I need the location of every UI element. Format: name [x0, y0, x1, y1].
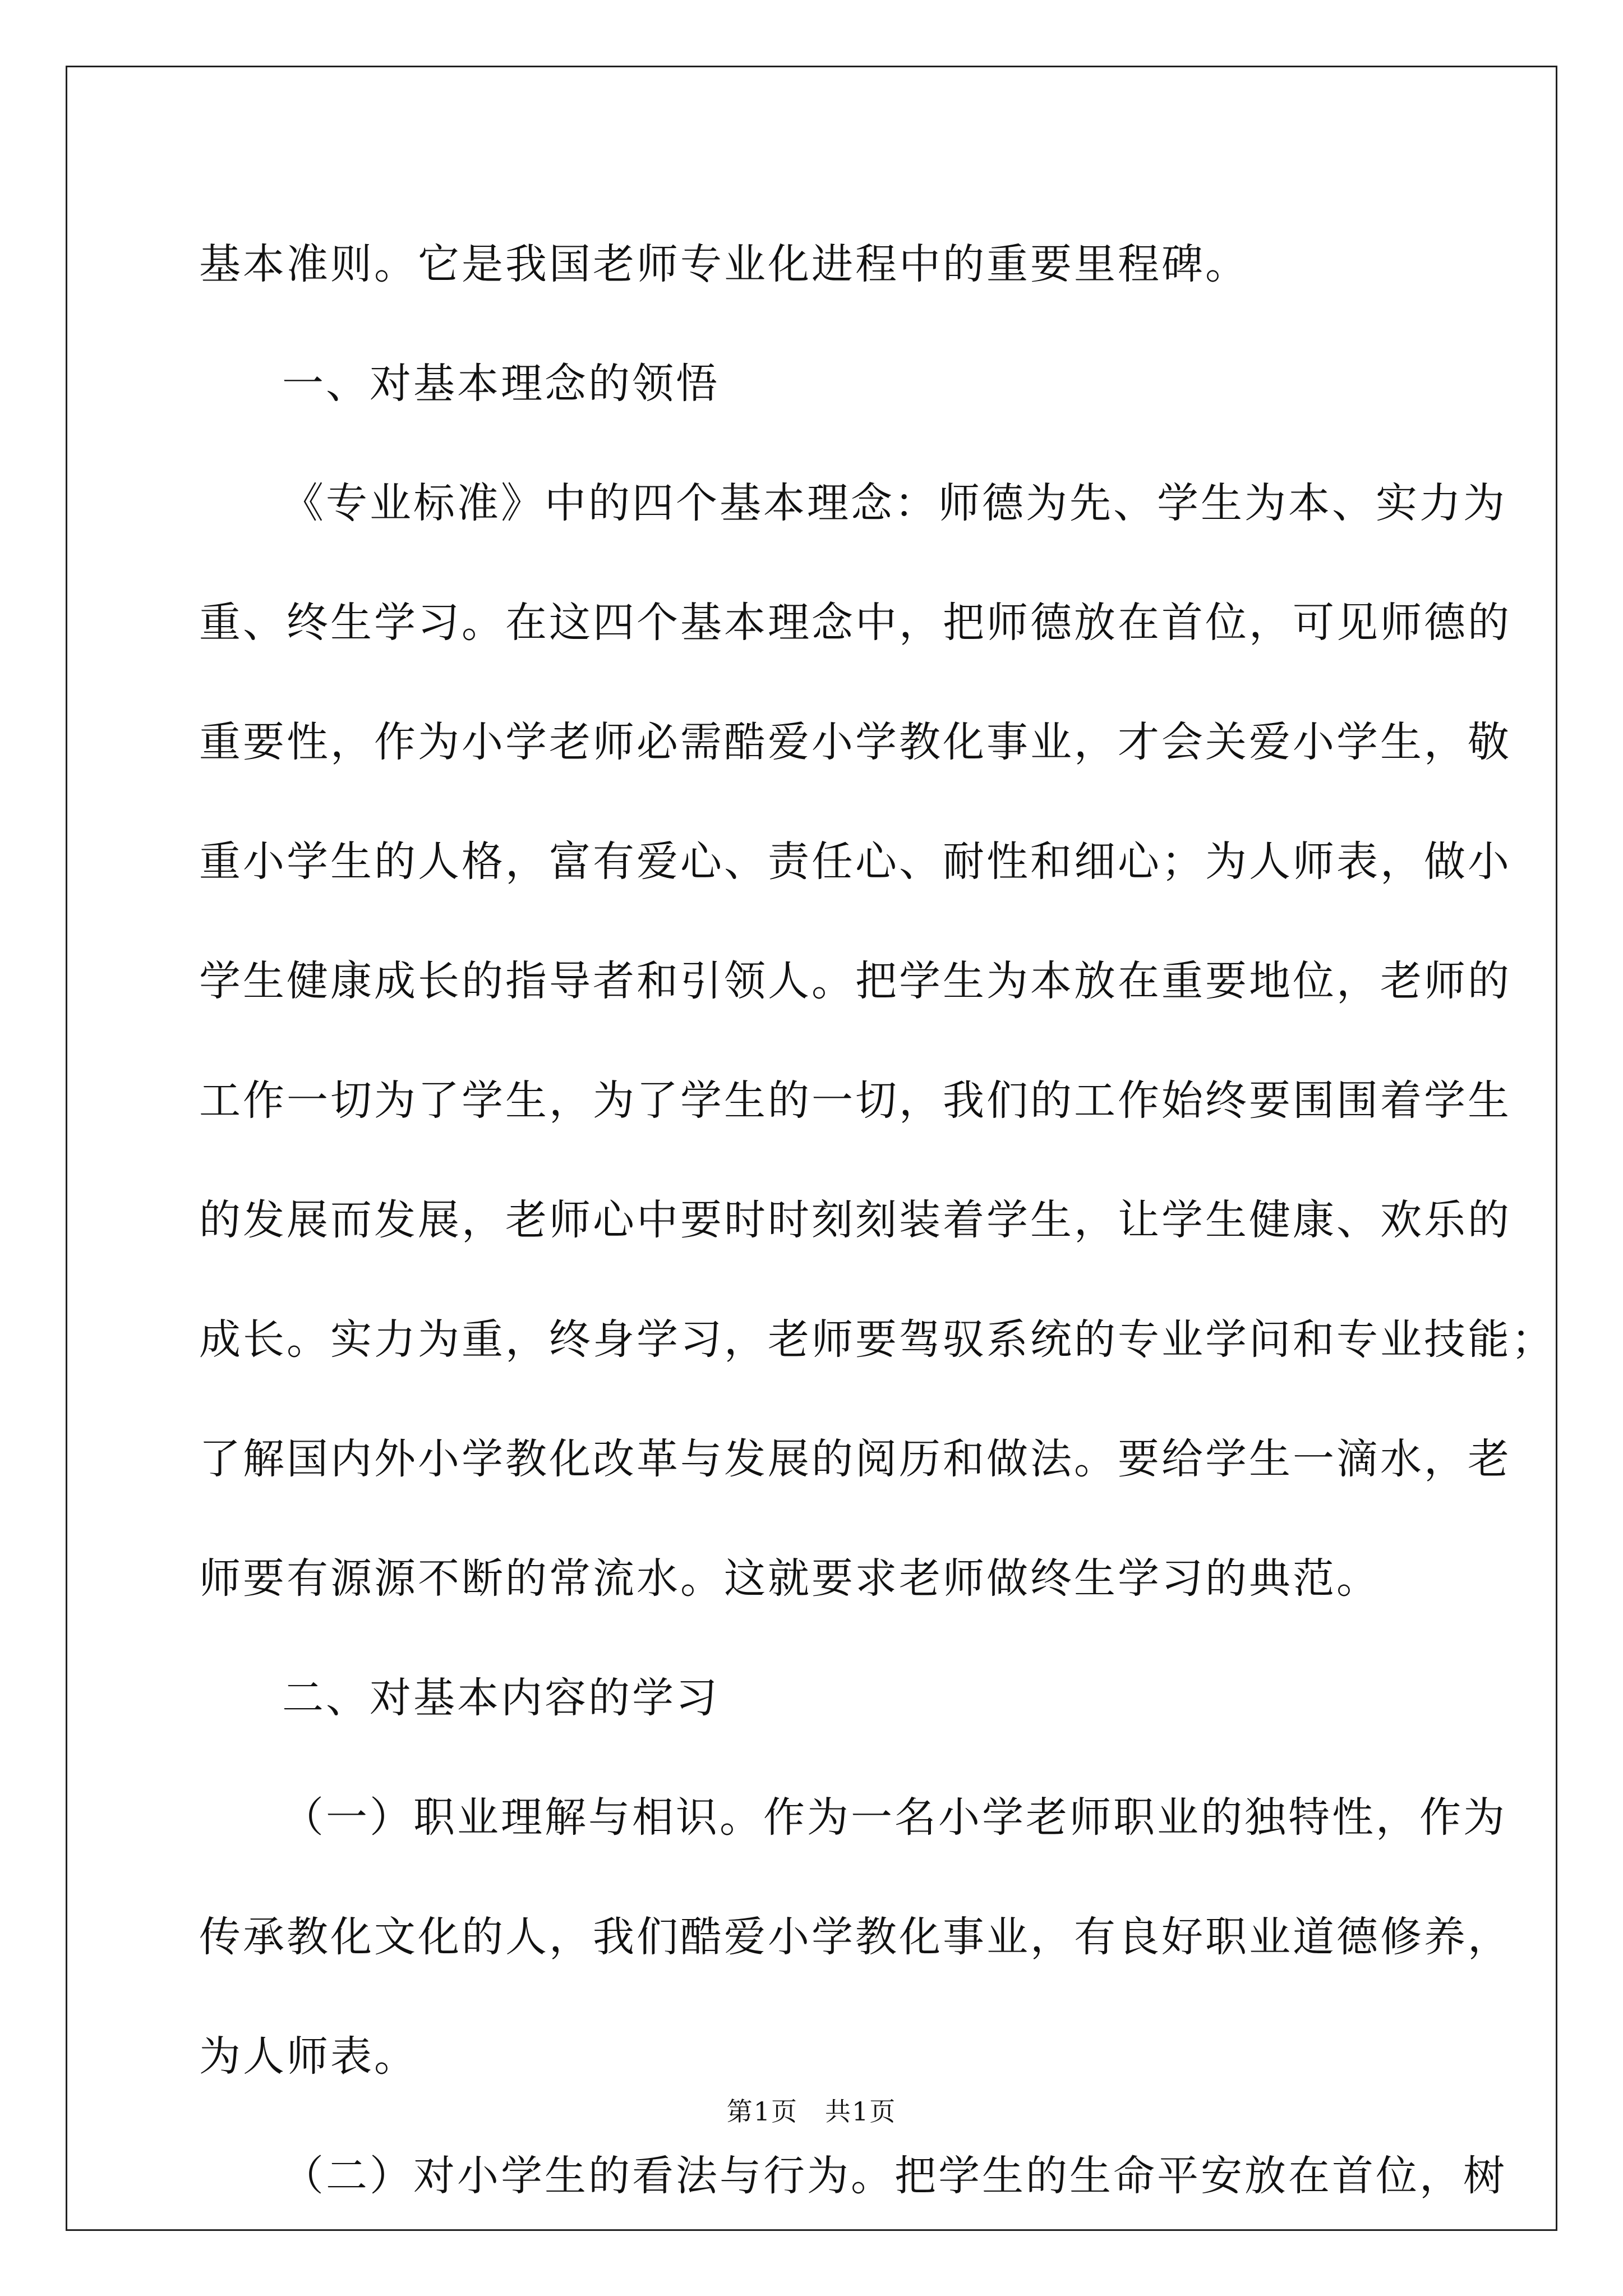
- text-line: 为人师表。: [199, 2032, 418, 2081]
- text-line: 学生健康成长的指导者和引领人。把学生为本放在重要地位，老师的: [199, 957, 1511, 1005]
- text-line: （一）职业理解与相识。作为一名小学老师职业的独特性，作为: [282, 1793, 1507, 1842]
- text-line: 《专业标准》中的四个基本理念：师德为先、学生为本、实力为: [282, 479, 1507, 527]
- section-heading: 一、对基本理念的领悟: [282, 360, 720, 408]
- text-line: （二）对小学生的看法与行为。把学生的生命平安放在首位，树: [282, 2152, 1507, 2200]
- section-heading: 二、对基本内容的学习: [282, 1674, 720, 1722]
- text-line: 工作一切为了学生，为了学生的一切，我们的工作始终要围围着学生: [199, 1076, 1511, 1125]
- text-line: 重、终生学习。在这四个基本理念中，把师德放在首位，可见师德的: [199, 599, 1511, 647]
- text-line: 重要性，作为小学老师必需酷爱小学教化事业，才会关爱小学生，敬: [199, 718, 1511, 766]
- document-body: [199, 205, 1555, 2236]
- text-line: 成长。实力为重，终身学习，老师要驾驭系统的专业学问和专业技能；: [199, 1315, 1555, 1364]
- page-number: 第1页 共1页: [726, 2096, 897, 2127]
- text-line: 重小学生的人格，富有爱心、责任心、耐性和细心；为人师表，做小: [199, 838, 1511, 886]
- text-line: 师要有源源不断的常流水。这就要求老师做终生学习的典范。: [199, 1554, 1380, 1603]
- text-line: 了解国内外小学教化改革与发展的阅历和做法。要给学生一滴水，老: [199, 1435, 1511, 1483]
- text-line: 传承教化文化的人，我们酷爱小学教化事业，有良好职业道德修养，: [199, 1913, 1511, 1961]
- text-line: 的发展而发展，老师心中要时时刻刻装着学生，让学生健康、欢乐的: [199, 1196, 1511, 1244]
- text-line: 基本准则。它是我国老师专业化进程中的重要里程碑。: [199, 240, 1249, 288]
